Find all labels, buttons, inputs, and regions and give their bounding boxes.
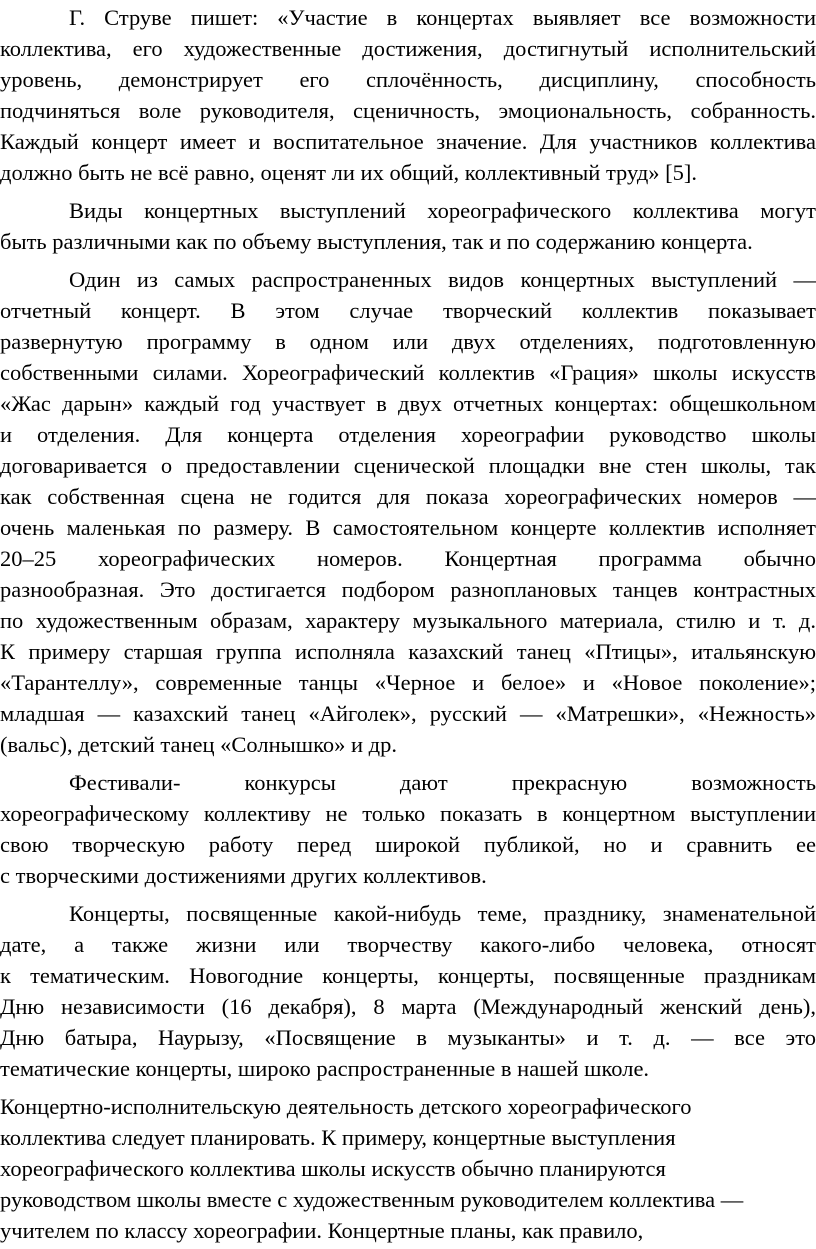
text-line: 20–25 хореографических номеров. Концертная программа обычно — [0, 546, 816, 571]
text-line: и отделения. Для концерта отделения хореографии руководство школы — [0, 422, 816, 447]
text-line: хореографическому коллективу не только показать в концертном выступлении — [0, 801, 816, 826]
text-line: по художественным образам, характеру музыкального материала, стилю и т. д. — [0, 608, 816, 633]
paragraph — [0, 195, 816, 257]
paragraph — [0, 898, 816, 1084]
text-line: очень маленькая по размеру. В самостоятельном концерте коллектив исполняет — [0, 515, 816, 540]
text-line: К примеру старшая группа исполняла казахский танец «Птицы», итальянскую — [0, 639, 816, 664]
paragraph — [0, 264, 816, 760]
text-line: Один из самых распространенных видов концертных выступлений — — [69, 267, 816, 292]
text-line: Каждый концерт имеет и воспитательное значение. Для участников коллектива — [0, 129, 816, 154]
text-line: Виды концертных выступлений хореографического коллектива могут — [69, 198, 816, 223]
text-line: (вальс), детский танец «Солнышко» и др. — [0, 732, 398, 757]
paragraph — [0, 2, 816, 188]
text-line: младшая — казахский танец «Айголек», русский — «Матрешки», «Нежность» — [0, 701, 816, 726]
text-line: собственными силами. Хореографический коллектив «Грация» школы искусств — [0, 360, 816, 385]
text-line: руководством школы вместе с художественным руководителем коллектива — — [0, 1187, 744, 1212]
text-line: дате, а также жизни или творчеству какого-либо человека, относят — [0, 932, 816, 957]
text-line: с творческими достижениями других коллективов. — [0, 863, 487, 888]
text-line: тематические концерты, широко распространенные в нашей школе. — [0, 1056, 650, 1081]
text-line: Концертно-исполнительскую деятельность детского хореографического — [0, 1094, 692, 1119]
text-line: Фестивали- конкурсы дают прекрасную возможность — [69, 770, 816, 795]
text-line: отчетный концерт. В этом случае творческий коллектив показывает — [0, 298, 816, 323]
text-line: хореографического коллектива школы искусств обычно планируются — [0, 1156, 666, 1181]
text-line: Дню батыра, Наурызу, «Посвящение в музыканты» и т. д. — все это — [0, 1025, 816, 1050]
text-line: Дню независимости (16 декабря), 8 марта (Международный женский день), — [0, 994, 816, 1019]
text-line: «Тарантеллу», современные танцы «Черное и белое» и «Новое поколение»; — [0, 670, 816, 695]
text-line: Концерты, посвященные какой-нибудь теме, празднику, знаменательной — [69, 901, 816, 926]
text-line: как собственная сцена не годится для показа хореографических номеров — — [0, 484, 816, 509]
text-line: развернутую программу в одном или двух отделениях, подготовленную — [0, 329, 816, 354]
text-line: к тематическим. Новогодние концерты, концерты, посвященные праздникам — [0, 963, 816, 988]
text-line: быть различными как по объему выступления, так и по содержанию концерта. — [0, 229, 753, 254]
text-line: должно быть не всё равно, оценят ли их общий, коллективный труд» [5]. — [0, 160, 698, 185]
text-line: свою творческую работу перед широкой публикой, но и сравнить ее — [0, 832, 816, 857]
text-line: коллектива следует планировать. К примеру, концертные выступления — [0, 1125, 676, 1150]
text-line: коллектива, его художественные достижения, достигнутый исполнительский — [0, 36, 816, 61]
text-line: разнообразная. Это достигается подбором разноплановых танцев контрастных — [0, 577, 816, 602]
text-line: «Жас дарын» каждый год участвует в двух отчетных концертах: общешкольном — [0, 391, 816, 416]
text-line: договаривается о предоставлении сценической площадки вне стен школы, так — [0, 453, 816, 478]
text-line: Г. Струве пишет: «Участие в концертах выявляет все возможности — [69, 5, 816, 30]
paragraph — [0, 767, 816, 891]
text-line: учителем по классу хореографии. Концертные планы, как правило, — [0, 1218, 644, 1243]
paragraph — [0, 1091, 816, 1246]
text-line: уровень, демонстрирует его сплочённость, дисциплину, способность — [0, 67, 816, 92]
text-line: подчиняться воле руководителя, сценичность, эмоциональность, собранность. — [0, 98, 816, 123]
